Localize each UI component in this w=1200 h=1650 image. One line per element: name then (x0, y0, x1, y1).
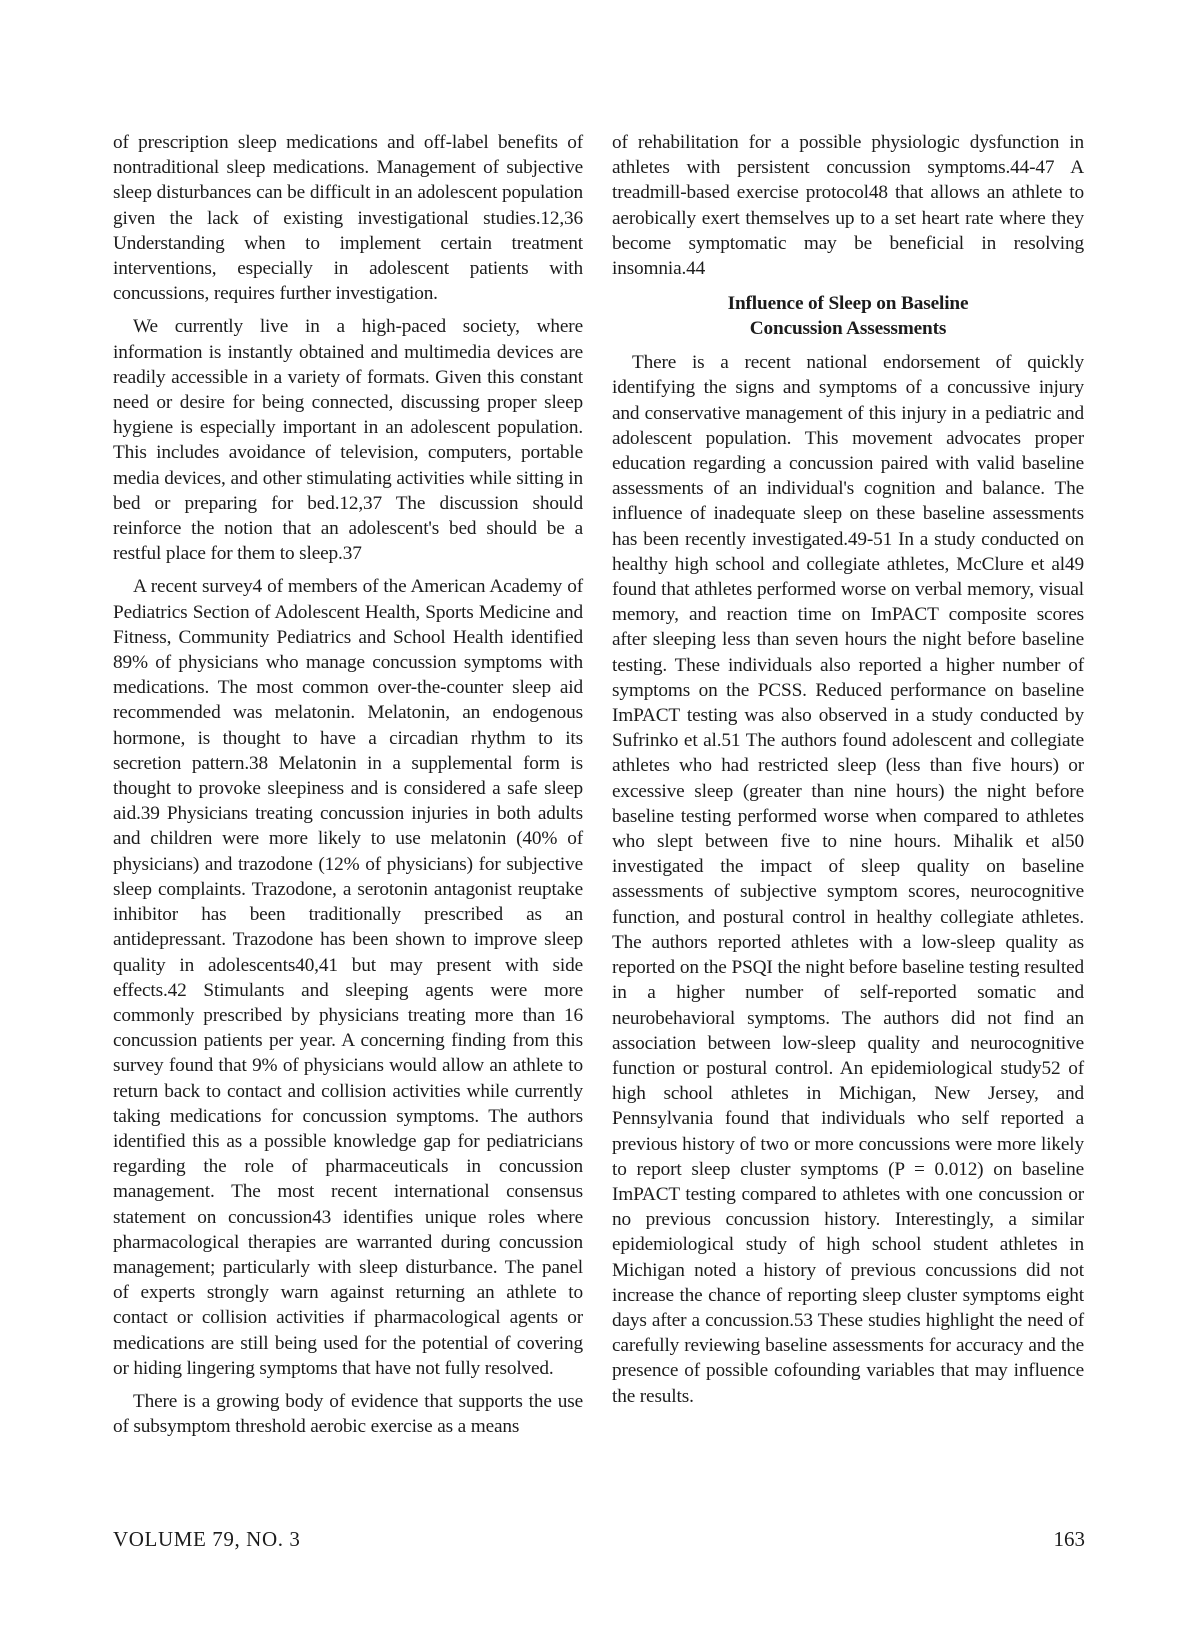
page-number: 163 (1053, 1527, 1085, 1551)
body-paragraph: of prescription sleep medications and off-label benefits of nontraditional sleep medications. Management of subjective sleep disturbances can be difficult in an adolescent population given the lack of existing investigational studies.12,36 Understanding when to implement certain treatment interventions, especially in adolescent patients with concussions, requires further investigation. (113, 132, 583, 305)
journal-issue-footer: VOLUME 79, NO. 3 (113, 1527, 301, 1551)
section-heading-line: Influence of Sleep on Baseline (727, 293, 969, 315)
right-column (612, 130, 1084, 1417)
body-paragraph: of rehabilitation for a possible physiologic dysfunction in athletes with persistent concussion symptoms.44-47 A treadmill-based exercise protocol48 that allows an athlete to aerobically exert themselves up to a set heart rate where they become symptomatic may be beneficial in resolving insomnia.44 (612, 132, 1084, 280)
body-paragraph: We currently live in a high-paced society, where information is instantly obtained and multimedia devices are readily accessible in a variety of formats. Given this constant need or desire for being connected, discussing proper sleep hygiene is especially important in an adolescent population. This includes avoidance of television, computers, portable media devices, and other stimulating activities while sitting in bed or preparing for bed.12,37 The discussion should reinforce the notion that an adolescent's bed should be a restful place for them to sleep.37 (113, 316, 583, 565)
section-heading (612, 291, 1084, 341)
body-paragraph: A recent survey4 of members of the American Academy of Pediatrics Section of Adolescent Health, Sports Medicine and Fitness, Community Pediatrics and School Health identified 89% of physicians who manage concussion symptoms with medications. The most common over-the-counter sleep aid recommended was melatonin. Melatonin, an endogenous hormone, is thought to have a circadian rhythm to its secretion pattern.38 Melatonin in a supplemental form is thought to provoke sleepiness and is considered a safe sleep aid.39 Physicians treating concussion injuries in both adults and children were more likely to use melatonin (40% of physicians) and trazodone (12% of physicians) for subjective sleep complaints. Trazodone, a serotonin antagonist reuptake inhibitor has been traditionally prescribed as an antidepressant. Trazodone has been shown to improve sleep quality in adolescents40,41 but may present with side effects.42 Stimulants and sleeping agents were more commonly prescribed by physicians treating more than 16 concussion patients per year. A concerning finding from this survey found that 9% of physicians would allow an athlete to return back to contact and collision activities while currently taking medications for concussion symptoms. The authors identified this as a possible knowledge gap for pediatricians regarding the role of pharmaceuticals in concussion management. The most recent international consensus statement on concussion43 identifies unique roles where pharmacological therapies are warranted during concussion management; particularly with sleep disturbance. The panel of experts strongly warn against returning an athlete to contact or collision activities if pharmacological agents or medications are still being used for the potential of covering or hiding lingering symptoms that have not fully resolved. (113, 576, 583, 1379)
section-heading-line: Concussion Assessments (749, 318, 947, 340)
body-paragraph: There is a growing body of evidence that supports the use of subsymptom threshold aerobic exercise as a means (113, 1390, 583, 1438)
body-paragraph: There is a recent national endorsement of quickly identifying the signs and symptoms of a concussive injury and conservative management of this injury in a pediatric and adolescent population. This movement advocates proper education regarding a concussion paired with valid baseline assessments of an individual's cognition and balance. The influence of inadequate sleep on these baseline assessments has been recently investigated.49-51 In a study conducted on healthy high school and collegiate athletes, McClure et al49 found that athletes performed worse on verbal memory, visual memory, and reaction time on ImPACT composite scores after sleeping less than seven hours the night before baseline testing. These individuals also reported a higher number of symptoms on the PCSS. Reduced performance on baseline ImPACT testing was also observed in a study conducted by Sufrinko et al.51 The authors found adolescent and collegiate athletes who had restricted sleep (less than five hours) or excessive sleep (greater than nine hours) the night before baseline testing performed worse when compared to athletes who slept between five to nine hours. Mihalik et al50 investigated the impact of sleep quality on baseline assessments of subjective symptom scores, neurocognitive function, and postural control in healthy collegiate athletes. The authors reported athletes with a low-sleep quality as reported on the PSQI the night before baseline testing resulted in a higher number of self-reported somatic and neurobehavioral symptoms. The authors did not find an association between low-sleep quality and neurocognitive function or postural control. An epidemiological study52 of high school athletes in Michigan, New Jersey, and Pennsylvania found that individuals who self reported a previous history of two or more concussions were more likely to report sleep cluster symptoms (P = 0.012) on baseline ImPACT testing compared to athletes with one concussion or no previous concussion history. Interestingly, a similar epidemiological study of high school student athletes in Michigan noted a history of previous concussions did not increase the chance of reporting sleep cluster symptoms eight days after a concussion.53 These studies highlight the need of carefully reviewing baseline assessments for accuracy and the presence of possible cofounding variables that may influence the results. (612, 352, 1084, 1407)
left-column (113, 130, 583, 1447)
